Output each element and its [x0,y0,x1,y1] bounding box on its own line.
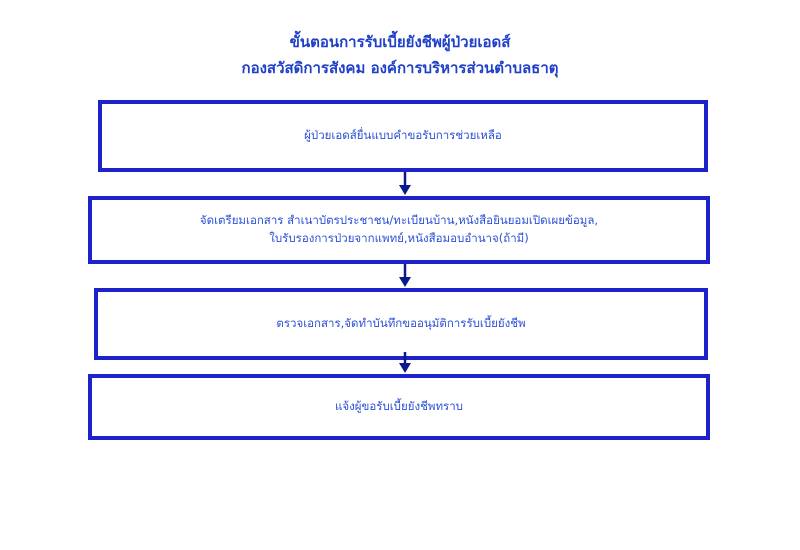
step-1-text: ผู้ป่วยเอดส์ยื่นแบบคำขอรับการช่วยเหลือ [304,128,502,143]
step-4-box [88,374,710,440]
flowchart-subtitle: กองสวัสดิการสังคม องค์การบริหารส่วนตำบลธาตุ [241,59,559,77]
flowchart-title: ขั้นตอนการรับเบี้ยยังชีพผู้ป่วยเอดส์ [289,33,511,51]
step-3-text: ตรวจเอกสาร,จัดทำบันทึกขออนุมัติการรับเบี้ยยังชีพ [276,316,526,331]
step-2-text-line-1: จัดเตรียมเอกสาร สำเนาบัตรประชาชน/ทะเบียนบ้าน,หนังสือยินยอมเปิดเผยข้อมูล, [199,213,599,228]
step-2-box [88,196,710,264]
arrow-3-to-4 [398,352,412,374]
step-3-box [94,288,708,360]
arrow-2-to-3 [398,264,412,288]
step-4-text: แจ้งผู้ขอรับเบี้ยยังชีพทราบ [335,399,463,414]
step-2-text-line-2: ใบรับรองการป่วยจากแพทย์,หนังสือมอบอำนาจ(ถ้ามี) [269,231,529,245]
step-1-box [98,100,708,172]
arrow-1-to-2 [398,172,412,196]
